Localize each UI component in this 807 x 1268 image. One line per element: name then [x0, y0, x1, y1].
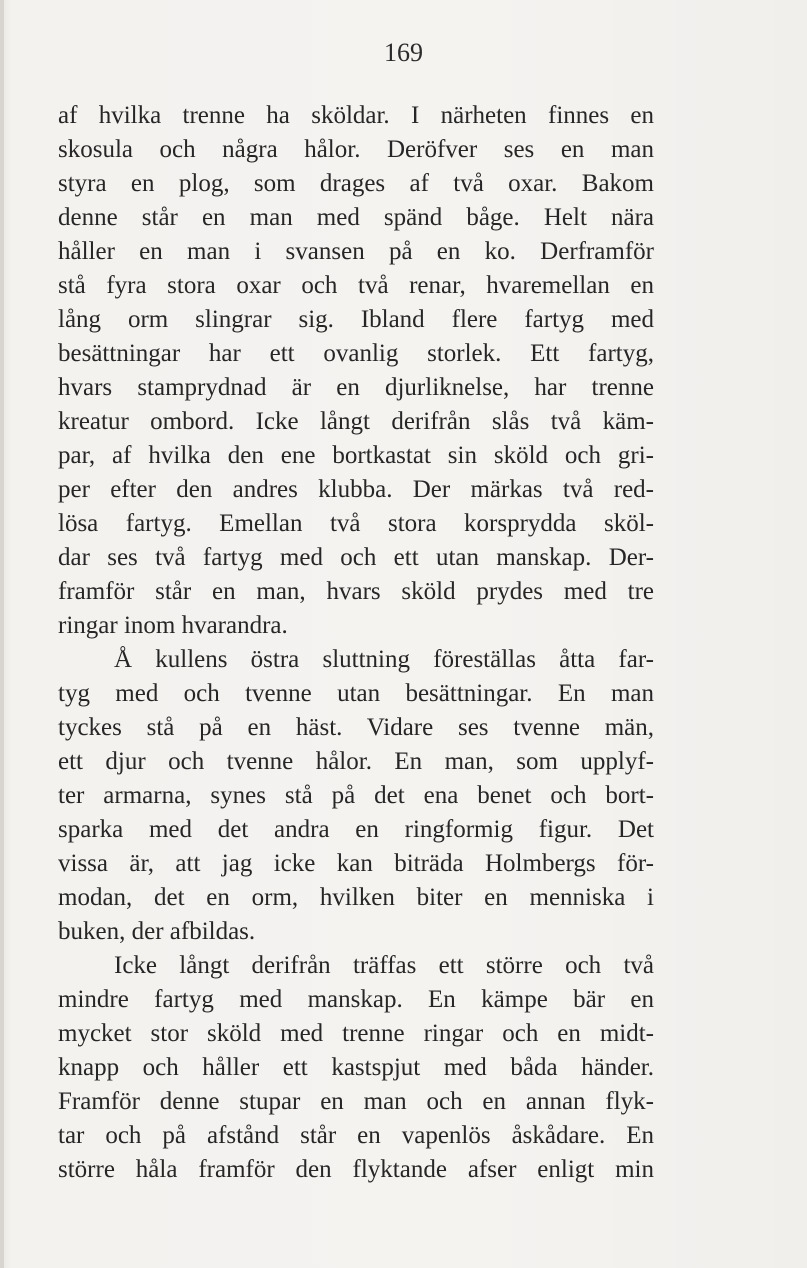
- text-line: mycket stor sköld med trenne ringar och en midt-: [58, 1020, 654, 1047]
- text-line: tar och på afstånd står en vapenlös åskådare. En: [58, 1122, 654, 1149]
- text-line: ringar inom hvarandra.: [58, 612, 288, 639]
- text-line: mindre fartyg med manskap. En kämpe bär en: [58, 986, 654, 1013]
- body-text: [58, 99, 654, 1187]
- text-line: par, af hvilka den ene bortkastat sin sköld och gri-: [58, 442, 654, 469]
- text-line: ter armarna, synes stå på det ena benet och bort-: [58, 782, 654, 809]
- text-line: knapp och håller ett kastspjut med båda händer.: [58, 1054, 654, 1081]
- page-edge: [0, 0, 4, 1268]
- text-line: dar ses två fartyg med och ett utan manskap. Der-: [58, 544, 654, 571]
- text-line: Icke långt derifrån träffas ett större och två: [114, 952, 654, 979]
- text-line: hvars stamprydnad är en djurliknelse, har trenne: [58, 374, 654, 401]
- text-line: Framför denne stupar en man och en annan flyk-: [58, 1088, 654, 1115]
- text-line: håller en man i svansen på en ko. Derframför: [58, 238, 654, 265]
- text-line: af hvilka trenne ha sköldar. I närheten finnes en: [58, 102, 654, 129]
- text-line: ett djur och tvenne hålor. En man, som upplyf-: [58, 748, 654, 775]
- text-line: styra en plog, som drages af två oxar. Bakom: [58, 170, 654, 197]
- page-number: 169: [384, 38, 423, 67]
- text-line: denne står en man med spänd båge. Helt nära: [58, 204, 654, 231]
- text-line: Å kullens östra sluttning föreställas åtta far-: [114, 646, 654, 673]
- text-line: lösa fartyg. Emellan två stora korsprydda sköl-: [58, 510, 654, 537]
- text-line: per efter den andres klubba. Der märkas två red-: [58, 476, 654, 503]
- text-line: kreatur ombord. Icke långt derifrån slås två käm-: [58, 408, 654, 435]
- text-line: stå fyra stora oxar och två renar, hvaremellan en: [58, 272, 654, 299]
- text-line: modan, det en orm, hvilken biter en menniska i: [58, 884, 654, 911]
- text-line: buken, der afbildas.: [58, 918, 256, 945]
- text-line: större håla framför den flyktande afser enligt min: [58, 1156, 654, 1183]
- text-line: sparka med det andra en ringformig figur. Det: [58, 816, 654, 843]
- text-line: framför står en man, hvars sköld prydes med tre: [58, 578, 654, 605]
- text-line: skosula och några hålor. Deröfver ses en man: [58, 136, 654, 163]
- text-line: lång orm slingrar sig. Ibland flere fartyg med: [58, 306, 654, 333]
- text-line: tyg med och tvenne utan besättningar. En man: [58, 680, 654, 707]
- text-line: tyckes stå på en häst. Vidare ses tvenne män,: [58, 714, 654, 741]
- text-line: besättningar har ett ovanlig storlek. Ett fartyg,: [58, 340, 654, 367]
- text-line: vissa är, att jag icke kan biträda Holmbergs för-: [58, 850, 654, 877]
